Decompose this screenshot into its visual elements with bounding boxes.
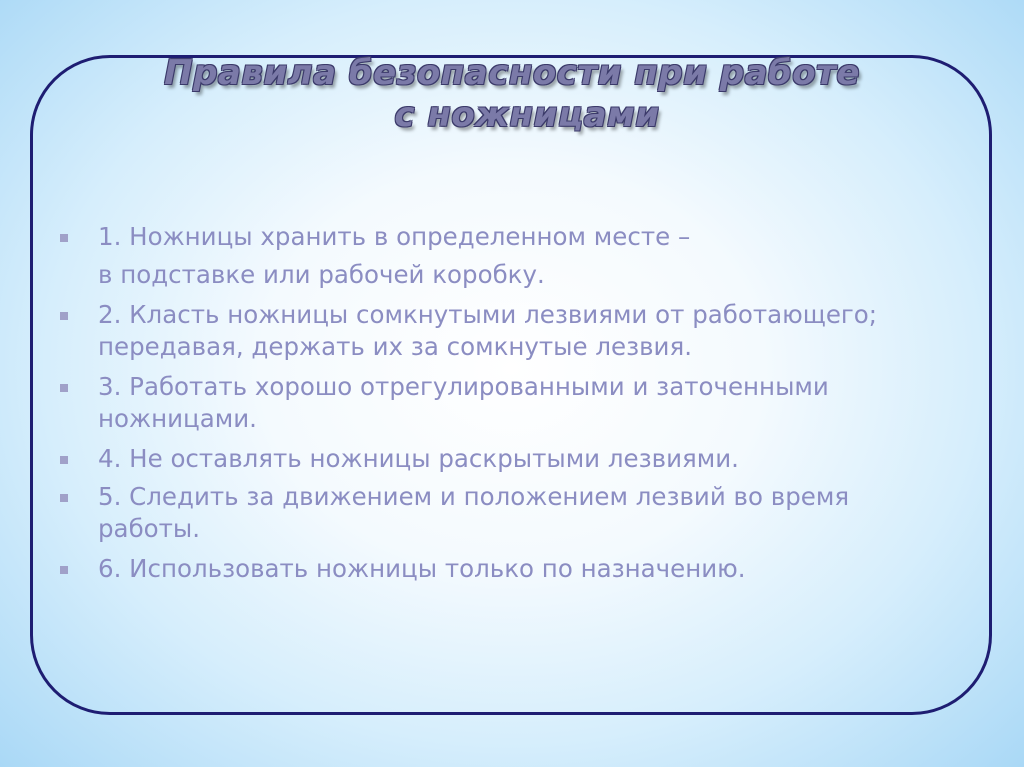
square-bullet-icon — [60, 566, 68, 574]
list-item — [60, 553, 940, 585]
title-line-2: с ножницами — [394, 95, 660, 135]
square-bullet-icon — [60, 234, 68, 242]
square-bullet-icon — [60, 456, 68, 464]
list-item — [60, 481, 940, 545]
rule-text: 1. Ножницы хранить в определенном месте – — [98, 222, 691, 251]
rule-text: 3. Работать хорошо отрегулированными и заточенными ножницами. — [98, 372, 829, 433]
list-item — [60, 443, 940, 475]
list-item-continuation — [60, 259, 940, 291]
square-bullet-icon — [60, 384, 68, 392]
rule-text: 4. Не оставлять ножницы раскрытыми лезвиями. — [98, 444, 739, 473]
slide-title — [0, 52, 1024, 136]
square-bullet-icon — [60, 494, 68, 502]
square-bullet-icon — [60, 312, 68, 320]
rule-text: в подставке или рабочей коробку. — [98, 260, 545, 289]
rule-text: 5. Следить за движением и положением лезвий во время работы. — [98, 482, 850, 543]
list-item — [60, 299, 940, 363]
rule-text: 6. Использовать ножницы только по назначению. — [98, 554, 746, 583]
list-item — [60, 371, 940, 435]
title-line-1: Правила безопасности при работе — [164, 53, 860, 93]
safety-rules-list — [60, 221, 940, 585]
list-item — [60, 221, 940, 253]
rule-text: 2. Класть ножницы сомкнутыми лезвиями от работающего; передавая, держать их за сомкнутые лезвия. — [98, 300, 878, 361]
